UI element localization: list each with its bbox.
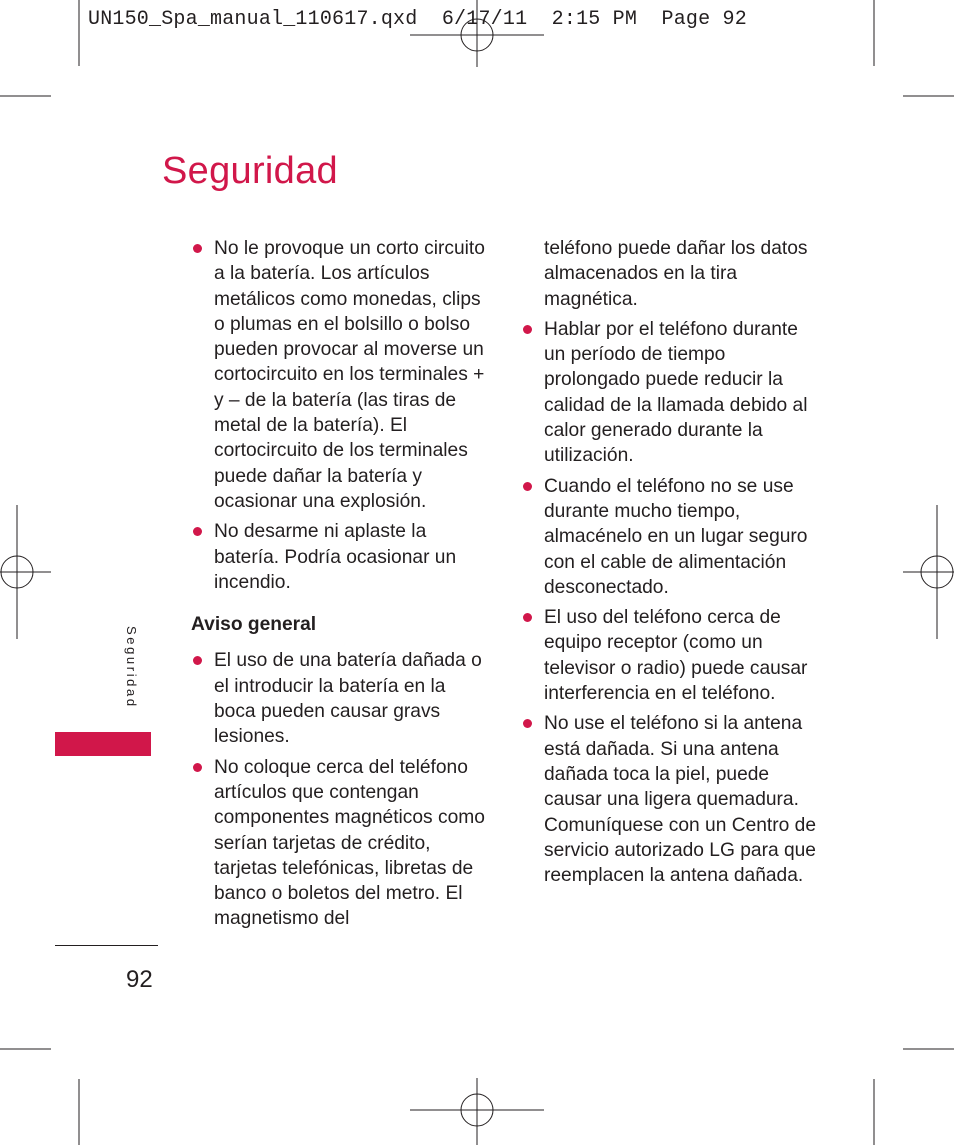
footer-rule xyxy=(55,945,158,946)
list-item xyxy=(191,236,491,514)
registration-mark-left xyxy=(0,505,51,639)
list-item-text: Hablar por el teléfono durante un período de tiempo prolongado puede reducir la calidad de la llamada debido al calor generado durante la utilización. xyxy=(544,318,808,467)
right-column xyxy=(521,236,821,893)
bullet-list-usage xyxy=(521,317,821,889)
page-number: 92 xyxy=(126,966,153,993)
list-item-text: No desarme ni aplaste la batería. Podría ocasionar un incendio. xyxy=(214,521,457,593)
list-item xyxy=(191,648,491,749)
side-tab-color-bar xyxy=(55,732,151,756)
list-item xyxy=(521,474,821,600)
list-item-text: Cuando el teléfono no se use durante mucho tiempo, almacénelo en un lugar seguro con el cable de alimentación desconectado. xyxy=(544,475,808,598)
continued-text: teléfono puede dañar los datos almacenados en la tira magnética. xyxy=(544,238,808,310)
side-tab-label: Seguridad xyxy=(124,626,139,709)
list-item-text: No coloque cerca del teléfono artículos que contengan componentes magnéticos como serían tarjetas de crédito, tarjetas telefónicas, libretas de banco o boletos del metro. El magnetismo del xyxy=(214,756,485,930)
bullet-list-battery xyxy=(191,236,491,595)
list-item xyxy=(521,711,821,888)
list-item xyxy=(191,755,491,932)
list-item-text: No use el teléfono si la antena está dañada. Si una antena dañada toca la piel, puede causar una ligera quemadura. Comuníquese con un Centro de servicio autorizado LG para que reemplacen la antena dañada. xyxy=(544,713,816,887)
page-title: Seguridad xyxy=(162,150,338,192)
bullet-dot-icon xyxy=(523,719,532,728)
bullet-list-general xyxy=(191,648,491,931)
print-slug-header: UN150_Spa_manual_110617.qxd 6/17/11 2:15 PM Page 92 xyxy=(88,8,747,31)
list-item-text: El uso del teléfono cerca de equipo receptor (como un televisor o radio) puede causar interferencia en el teléfono. xyxy=(544,607,808,705)
registration-mark-top xyxy=(410,0,544,67)
bullet-dot-icon xyxy=(193,656,202,665)
bullet-dot-icon xyxy=(523,613,532,622)
registration-mark-bottom xyxy=(410,1078,544,1145)
list-item xyxy=(521,605,821,706)
bullet-dot-icon xyxy=(193,527,202,536)
bullet-dot-icon xyxy=(523,482,532,491)
bullet-dot-icon xyxy=(523,325,532,334)
section-subheading: Aviso general xyxy=(191,614,317,636)
bullet-dot-icon xyxy=(193,763,202,772)
left-column xyxy=(191,236,491,937)
registration-mark-right xyxy=(903,505,954,639)
list-item xyxy=(521,317,821,469)
list-item xyxy=(191,519,491,595)
list-item-text: El uso de una batería dañada o el introducir la batería en la boca pueden causar gravs lesiones. xyxy=(214,650,482,748)
list-item-text: No le provoque un corto circuito a la batería. Los artículos metálicos como monedas, clips o plumas en el bolsillo o bolso pueden provocar al moverse un cortocircuito en los terminales + y – de la batería (las tiras de metal de la batería). El cortocircuito de los terminales puede dañar la batería y ocasionar una explosión. xyxy=(214,238,485,512)
bullet-dot-icon xyxy=(193,244,202,253)
